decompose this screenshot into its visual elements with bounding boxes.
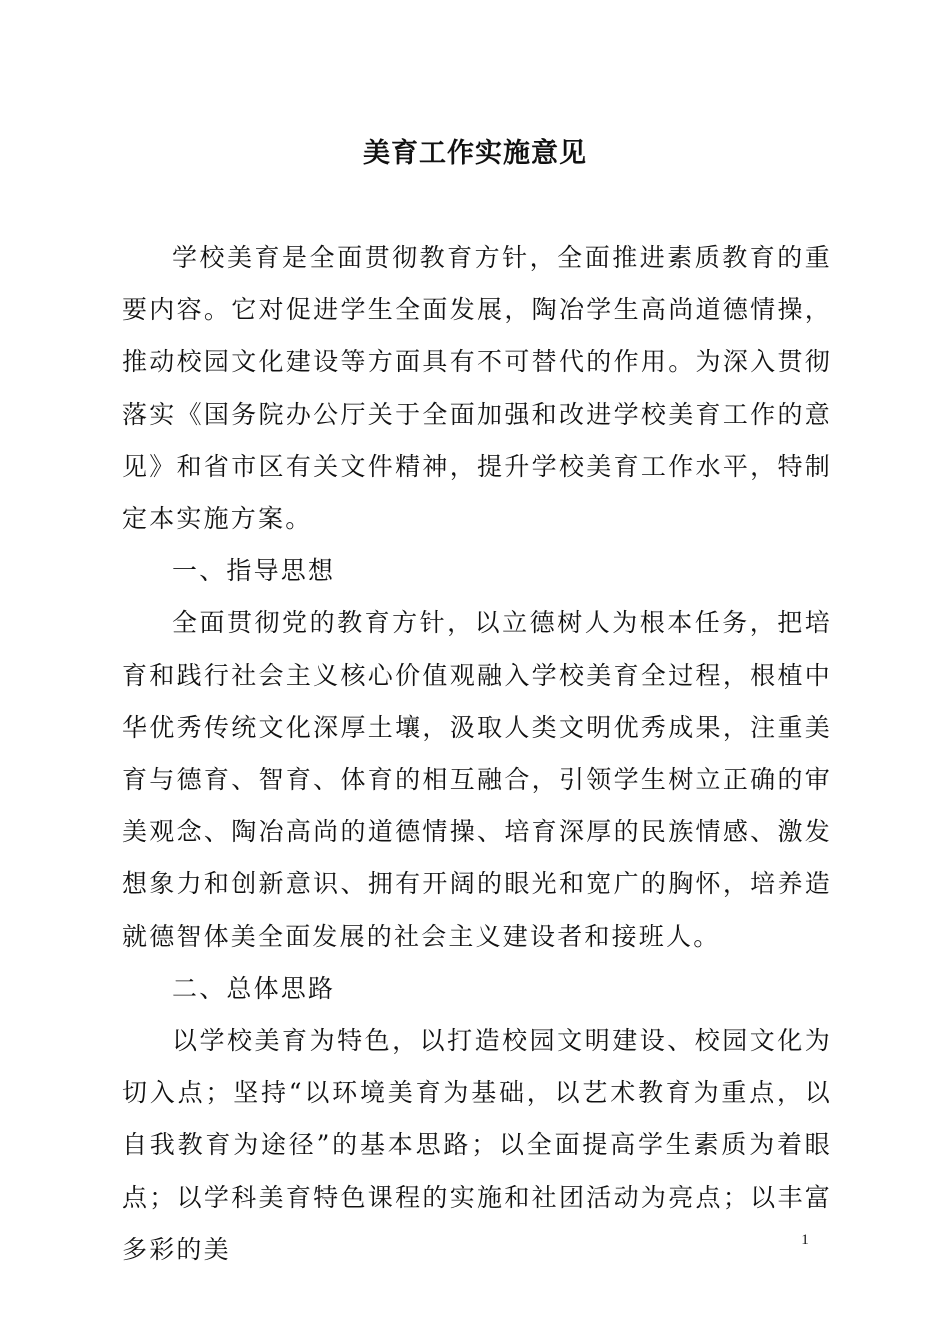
page-number: 1 [801, 1232, 809, 1248]
intro-paragraph: 学校美育是全面贯彻教育方针，全面推进素质教育的重要内容。它对促进学生全面发展，陶冶学生高尚道德情操，推动校园文化建设等方面具有不可替代的作用。为深入贯彻落实《国务院办公厅关于全面加强和改进学校美育工作的意见》和省市区有关文件精神，提升学校美育工作水平，特制定本实施方案。 [122, 243, 832, 534]
section-heading-guiding-ideology: 一、指导思想 [172, 556, 336, 586]
document-body [122, 232, 832, 1276]
overall-approach-paragraph: 以学校美育为特色，以打造校园文明建设、校园文化为切入点；坚持“以环境美育为基础，以艺术教育为重点，以自我教育为途径”的基本思路；以全面提高学生素质为着眼点；以学科美育特色课程的实施和社团活动为亮点；以丰富多彩的美 [122, 1026, 832, 1264]
document-title: 美育工作实施意见 [363, 138, 587, 169]
guiding-ideology-paragraph: 全面贯彻党的教育方针，以立德树人为根本任务，把培育和践行社会主义核心价值观融入学校美育全过程，根植中华优秀传统文化深厚土壤，汲取人类文明优秀成果，注重美育与德育、智育、体育的相互融合，引领学生树立正确的审美观念、陶冶高尚的道德情操、培育深厚的民族情感、激发想象力和创新意识、拥有开阔的眼光和宽广的胸怀，培养造就德智体美全面发展的社会主义建设者和接班人。 [122, 608, 832, 951]
section-heading-overall-approach: 二、总体思路 [172, 973, 336, 1003]
